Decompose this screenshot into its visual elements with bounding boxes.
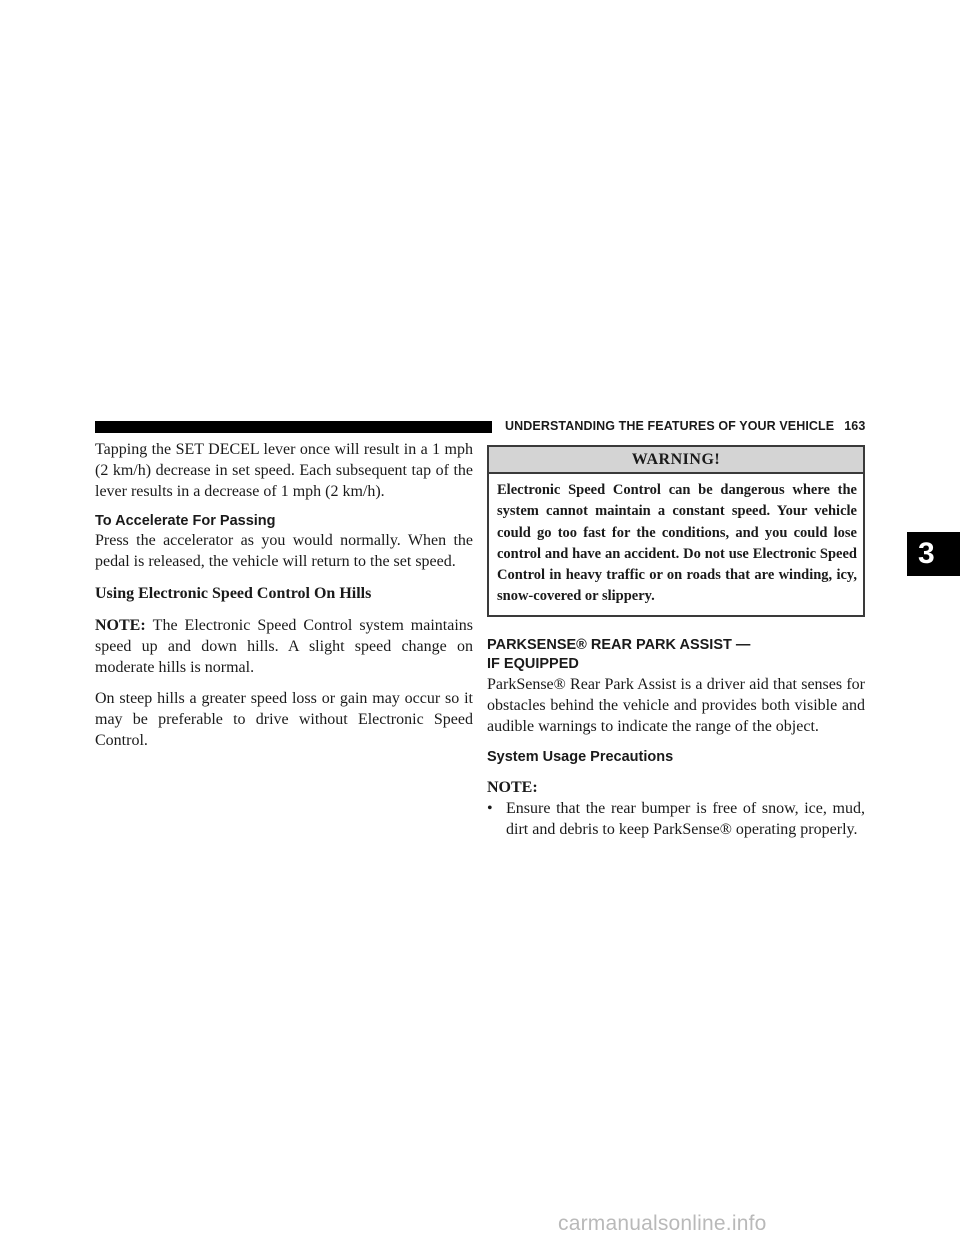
page-number: 163 <box>844 419 866 433</box>
heading-parksense <box>487 636 865 674</box>
header-rule <box>95 421 492 433</box>
paragraph-accelerate: Press the accelerator as you would normally. When the pedal is released, the vehicle will return to the set speed. <box>95 532 473 570</box>
paragraph-steep-hills: On steep hills a greater speed loss or gain may occur so it may be preferable to drive without Electronic Speed Control. <box>95 690 473 749</box>
header-title: UNDERSTANDING THE FEATURES OF YOUR VEHICLE <box>505 419 835 433</box>
heading-accelerate-for-passing: To Accelerate For Passing <box>95 513 276 529</box>
heading-hills: Using Electronic Speed Control On Hills <box>95 585 372 602</box>
note-hills-text: The Electronic Speed Control system maintains speed up and down hills. A slight speed change on moderate hills is normal. <box>95 617 473 676</box>
warning-box <box>487 445 865 617</box>
note-label-precautions: NOTE: <box>487 778 538 796</box>
watermark: carmanualsonline.info <box>558 1212 767 1235</box>
right-column <box>487 445 865 840</box>
bullet-icon: • <box>487 799 493 817</box>
paragraph-parksense: ParkSense® Rear Park Assist is a driver aid that senses for obstacles behind the vehicle and provides both visible and audible warnings to indicate the range of the object. <box>487 675 865 735</box>
heading-parksense-line2: IF EQUIPPED <box>487 655 579 672</box>
paragraph-set-decel: Tapping the SET DECEL lever once will result in a 1 mph (2 km/h) decrease in set speed. Each subsequent tap of the lever results in a decrease of 1 mph (2 km/h). <box>95 441 473 500</box>
warning-text: Electronic Speed Control can be dangerous where the system cannot maintain a constant speed. Your vehicle could go too fast for the conditions, and you could lose control and have an accident. Do not use Electronic Speed Control in heavy traffic or on roads that are winding, icy, snow-covered or slippery. <box>497 482 857 605</box>
bullet-item <box>487 798 865 840</box>
left-column <box>95 439 473 751</box>
chapter-tab: 3 <box>907 532 960 576</box>
heading-parksense-line1: PARKSENSE® REAR PARK ASSIST — <box>487 636 751 653</box>
running-header <box>505 419 866 433</box>
note-hills <box>95 615 473 678</box>
heading-system-usage-precautions: System Usage Precautions <box>487 748 674 765</box>
note-label: NOTE: <box>95 617 146 634</box>
warning-title: WARNING! <box>489 447 863 474</box>
bullet-text: Ensure that the rear bumper is free of snow, ice, mud, dirt and debris to keep ParkSense® operating properly. <box>506 799 865 838</box>
